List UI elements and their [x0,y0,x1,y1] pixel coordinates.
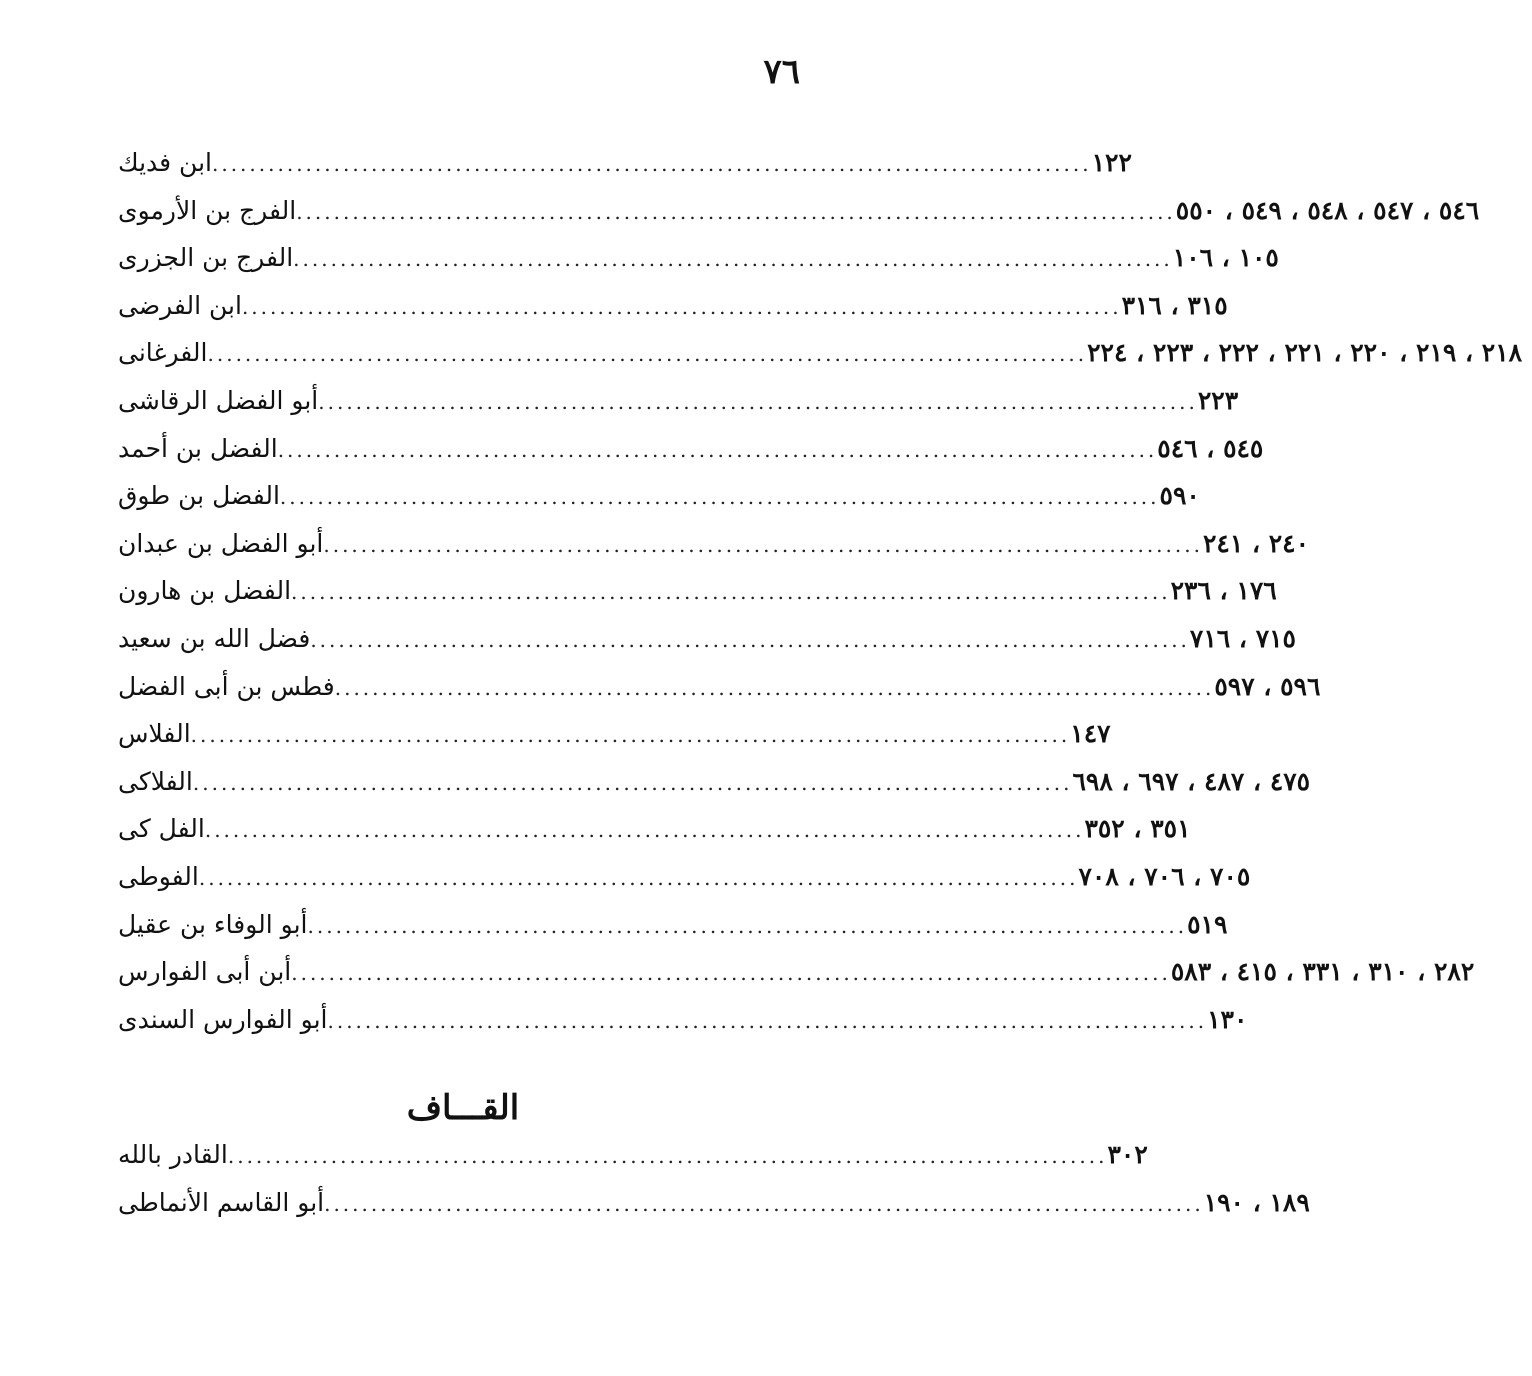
entry-name: أبو الفوارس السندى [118,1004,328,1034]
entry-name: الفوطى [118,861,199,891]
entry-pages: ١٢٢ [1091,148,1132,177]
entry-pages: ١٠٥ ، ١٠٦ [1172,243,1279,273]
entry-name: أبو الفضل بن عبدان [118,528,324,558]
entry-name: أبو القاسم الأنماطى [118,1187,325,1217]
leader-dots: .............................................................................................. [323,532,1203,557]
leader-dots: .............................................................................................. [211,152,1092,176]
entry-name: ابن الفرضى [118,290,242,320]
index-entry [110,243,1279,291]
index-entry [110,1140,1148,1188]
index-entry [110,671,1321,720]
index-entry [110,623,1296,672]
entry-name: الفضل بن هارون [118,576,292,606]
index-entry [110,814,1191,862]
entry-pages: ٢٢٣ [1197,385,1239,415]
entry-name: أبو الفضل الرقاشى [118,385,319,415]
entry-pages: ٢٨٢ ، ٣١٠ ، ٣٣١ ، ٤١٥ ، ٥٨٣ [1170,957,1475,987]
leader-dots: .............................................................................................. [190,723,1071,748]
entry-pages: ١٤٧ [1070,719,1111,749]
leader-dots: .............................................................................................. [307,913,1188,938]
page-number: ٧٦ [763,52,800,92]
entry-pages: ١٧٦ ، ٢٣٦ [1170,576,1277,606]
entry-name: الفرج بن الأرموى [118,195,297,225]
leader-dots: .............................................................................................. [310,627,1190,652]
entry-pages: ٣٥١ ، ٣٥٢ [1084,814,1191,844]
index-entry [110,290,1228,339]
entry-name: الفضل بن طوق [118,481,280,511]
entry-name: فطس بن أبى الفضل [118,671,335,701]
index-entry [110,909,1228,958]
leader-dots: .............................................................................................. [291,580,1171,605]
leader-dots: .............................................................................................. [204,818,1085,843]
index-entry [110,957,1475,1005]
entry-name: أبو الوفاء بن عقيل [118,909,308,939]
entry-pages: ٤٧٥ ، ٤٨٧ ، ٦٩٧ ، ٦٩٨ [1072,766,1311,796]
entry-pages: ٧١٥ ، ٧١٦ [1189,623,1296,653]
leader-dots: .............................................................................................. [291,961,1171,986]
leader-dots: .............................................................................................. [293,247,1173,272]
entry-pages: ٥٩٦ ، ٥٩٧ [1214,671,1321,701]
leader-dots: .............................................................................................. [227,1144,1108,1168]
entry-pages: ١٨٩ ، ١٩٠ [1203,1187,1310,1217]
entry-name: الفضل بن أحمد [118,433,278,463]
index-entry [110,148,1132,196]
index-entry [110,528,1310,577]
leader-dots: .............................................................................................. [277,437,1158,462]
leader-dots: .............................................................................................. [327,1008,1208,1033]
leader-dots: .............................................................................................. [241,294,1122,319]
leader-dots: .............................................................................................. [334,675,1215,700]
entry-pages: ٥٤٦ ، ٥٤٧ ، ٥٤٨ ، ٥٤٩ ، ٥٥٠ [1175,195,1480,225]
entry-name: الفل كى [118,814,205,844]
index-entry [110,195,1480,244]
leader-dots: .............................................................................................. [324,1191,1204,1216]
entry-name: ابن فديك [118,148,212,177]
entry-name: الفلاس [118,719,191,749]
index-entries-fa [110,148,1523,1052]
entry-pages: ٥٩٠ [1159,481,1200,511]
index-entries-qaf [110,1140,1310,1235]
index-entry [110,766,1311,815]
leader-dots: .............................................................................................. [279,485,1160,510]
entry-pages: ٥١٩ [1187,909,1228,939]
index-entry [110,1187,1310,1236]
entry-pages: ٥٤٥ ، ٥٤٦ [1157,433,1264,463]
entry-pages: ٧٠٥ ، ٧٠٦ ، ٧٠٨ [1078,861,1251,891]
index-entry [110,385,1239,434]
entry-pages: ٣١٥ ، ٣١٦ [1121,290,1228,320]
index-entry [110,576,1277,624]
entry-name: الفلاكى [118,766,193,796]
section-heading-qaf: القـــاف [406,1088,520,1128]
index-entry [110,338,1523,386]
entry-pages: ١٣٠ [1207,1004,1248,1034]
entry-name: القادر بالله [118,1140,228,1169]
leader-dots: .............................................................................................. [318,389,1198,414]
entry-name: الفرج بن الجزرى [118,243,294,273]
leader-dots: .............................................................................................. [207,342,1088,367]
entry-pages: ٢٤٠ ، ٢٤١ [1202,528,1310,558]
index-entry [110,1004,1248,1053]
index-entry [110,433,1264,482]
leader-dots: .............................................................................................. [198,865,1079,890]
entry-name: الفرغانى [118,338,208,368]
index-entry [110,481,1200,529]
entry-pages: ٣٠٢ [1107,1140,1148,1169]
index-entry [110,861,1251,910]
leader-dots: .............................................................................................. [296,199,1176,224]
index-entry [110,719,1111,767]
entry-name: فضل الله بن سعيد [118,623,311,653]
entry-pages: ٢١٨ ، ٢١٩ ، ٢٢٠ ، ٢٢١ ، ٢٢٢ ، ٢٢٣ ، ٢٢٤ [1087,338,1523,368]
entry-name: أبن أبى الفوارس [118,957,292,987]
leader-dots: .............................................................................................. [192,770,1073,795]
